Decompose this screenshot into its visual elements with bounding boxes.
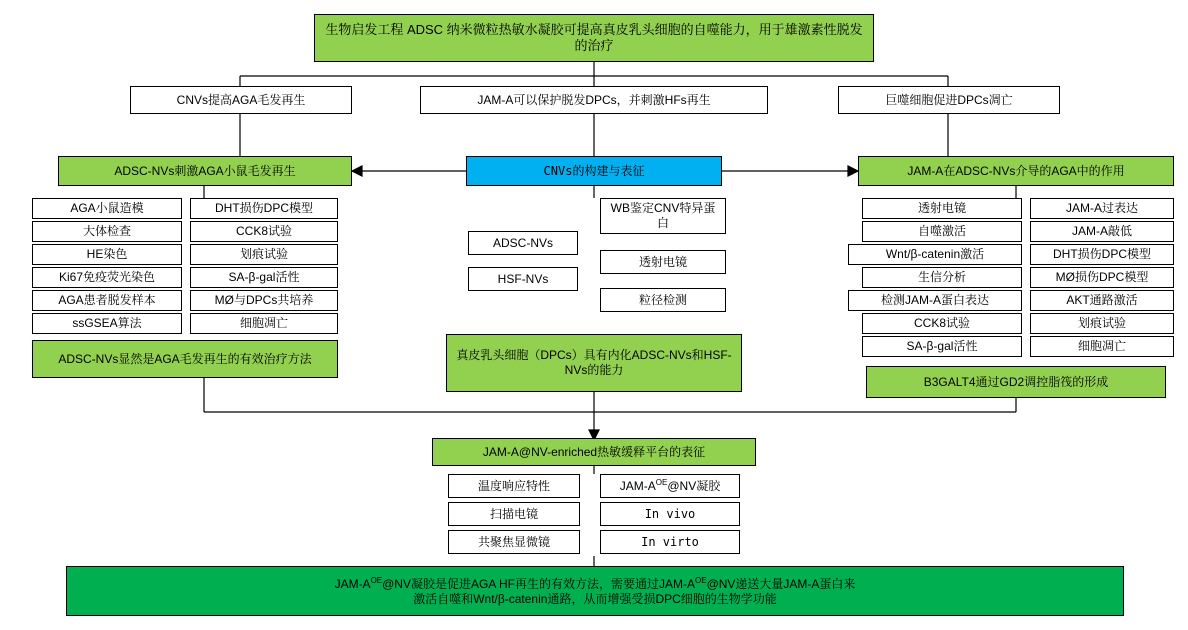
center-item: 粒径检测 [600,288,726,312]
branch-header-left: ADSC-NVs刺激AGA小鼠毛发再生 [58,156,352,186]
platform-header: JAM-A@NV-enriched热敏缓释平台的表征 [432,438,756,466]
superscript-oe: OE [655,478,668,487]
right-item: JAM-A敲低 [1030,221,1174,242]
branch-header-right: JAM-A在ADSC-NVs介导的AGA中的作用 [858,156,1174,186]
left-item: AGA患者脱发样本 [32,290,182,311]
branch-header-center: CNVs的构建与表征 [466,156,722,186]
right-item: SA-β-gal活性 [862,336,1022,357]
platform-item: 共聚焦显微镜 [448,530,580,554]
platform-item: In virto [600,530,740,554]
center-item: HSF-NVs [468,267,578,291]
left-item: DHT损伤DPC模型 [190,198,338,219]
left-item: ssGSEA算法 [32,313,182,334]
left-item: MØ与DPCs共培养 [190,290,338,311]
right-item: 细胞凋亡 [1030,336,1174,357]
right-item: 划痕试验 [1030,313,1174,334]
right-item: 检测JAM-A蛋白表达 [848,290,1022,311]
left-item: 细胞凋亡 [190,313,338,334]
right-conclusion: B3GALT4通过GD2调控脂筏的形成 [866,366,1166,398]
platform-item: 扫描电镜 [448,502,580,526]
right-item: Wnt/β-catenin激活 [848,244,1022,265]
right-item: DHT损伤DPC模型 [1030,244,1174,265]
center-conclusion: 真皮乳头细胞（DPCs）具有内化ADSC-NVs和HSF-NVs的能力 [446,334,742,392]
platform-item: 温度响应特性 [448,474,580,498]
left-item: AGA小鼠造模 [32,198,182,219]
right-item: JAM-A过表达 [1030,198,1174,219]
right-item: AKT通路激活 [1030,290,1174,311]
right-item: 透射电镜 [862,198,1022,219]
platform-item: JAM-$A^{OE}@NV$凝胶 [600,474,740,498]
premise-box-2: JAM-A可以保护脱发DPCs，并刺激HFs再生 [420,86,768,114]
right-item: CCK8试验 [862,313,1022,334]
right-item: MØ损伤DPC模型 [1030,267,1174,288]
diagram-title: 生物启发工程 ADSC 纳米微粒热敏水凝胶可提高真皮乳头细胞的自噬能力，用于雄激素性脱发的治疗 [314,14,874,62]
left-item: 大体检查 [32,221,182,242]
premise-box-1: CNVs提高AGA毛发再生 [130,86,352,114]
final-line-1: JAM-$A^{OE}@NV$凝胶是促进AGA HF再生的有效方法，需要通过JAM-$A^{OE}@NV$递送大量JAM-A蛋白来 [334,575,856,591]
premise-box-3: 巨噬细胞促进DPCs凋亡 [838,86,1060,114]
final-conclusion [66,566,1124,616]
center-item: WB鉴定CNV特异蛋白 [600,198,726,234]
left-item: HE染色 [32,244,182,265]
left-item: Ki67免疫荧光染色 [32,267,182,288]
center-item: ADSC-NVs [468,231,578,255]
left-item: SA-β-gal活性 [190,267,338,288]
right-item: 自噬激活 [862,221,1022,242]
right-item: 生信分析 [862,267,1022,288]
center-item: 透射电镜 [600,250,726,274]
left-item: CCK8试验 [190,221,338,242]
left-conclusion: ADSC-NVs显然是AGA毛发再生的有效治疗方法 [32,340,338,378]
final-line-2: 激活自噬和Wnt/β-catenin通路，从而增强受损DPC细胞的生物学功能 [413,591,777,606]
platform-item: In vivo [600,502,740,526]
left-item: 划痕试验 [190,244,338,265]
